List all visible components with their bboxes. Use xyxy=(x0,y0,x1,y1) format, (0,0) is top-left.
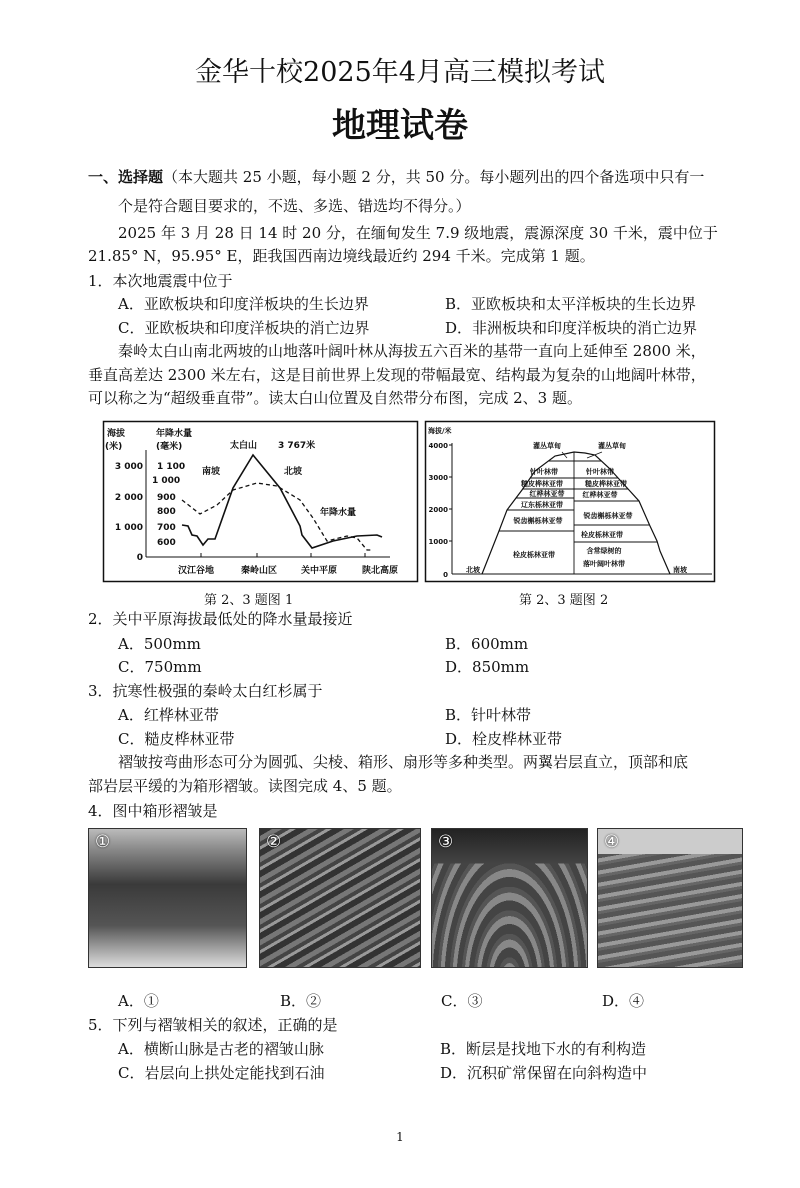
figure-2-vertical-zones xyxy=(422,418,717,588)
photo-number: ② xyxy=(266,832,282,852)
fold-photo-3 xyxy=(431,828,588,968)
category-label: 秦岭山区 xyxy=(240,566,278,576)
north-slope-label: 北坡 xyxy=(284,467,303,477)
south-zone-label: 含常绿树的 xyxy=(586,547,622,555)
right-axis-unit: (毫米) xyxy=(156,442,183,452)
q1-option-b: B．亚欧板块和太平洋板块的生长边界 xyxy=(445,295,697,313)
north-zone-label: 栓皮栎林亚带 xyxy=(513,551,555,559)
south-zone-label: 红桦林亚带 xyxy=(582,491,618,499)
q5-option-b: B．断层是找地下水的有利构造 xyxy=(440,1040,647,1058)
q4-stem: 4．图中箱形褶皱是 xyxy=(88,802,218,820)
fold-photo-2 xyxy=(259,828,421,968)
q4-option-b: B．② xyxy=(280,992,322,1010)
q5-option-c: C．岩层向上拱处定能找到石油 xyxy=(118,1064,325,1082)
south-zone-label: 糙皮桦林亚带 xyxy=(585,480,627,488)
category-label: 陕北高原 xyxy=(361,566,399,576)
y-axis-label: 海拔/米 xyxy=(428,427,452,435)
q2-option-c: C．750mm xyxy=(118,658,202,676)
y-tick: 4000 xyxy=(428,442,448,450)
left-tick: 3 000 xyxy=(114,462,143,472)
peak-label: 太白山 xyxy=(230,441,258,451)
left-tick: 0 xyxy=(136,553,143,563)
q5-stem: 5．下列与褶皱相关的叙述，正确的是 xyxy=(88,1016,338,1034)
subject-title: 地理试卷 xyxy=(332,106,468,146)
right-axis-label: 年降水量 xyxy=(156,429,193,439)
peak-height-label: 3 767米 xyxy=(278,441,316,451)
q1-option-c: C．亚欧板块和印度洋板块的消亡边界 xyxy=(118,319,370,337)
figure-2-frame xyxy=(426,422,715,582)
q4-option-c: C．③ xyxy=(441,992,483,1010)
south-slope-label: 南坡 xyxy=(202,467,221,477)
photo-number: ④ xyxy=(604,832,620,852)
page-number: 1 xyxy=(396,1130,404,1144)
q2-option-d: D．850mm xyxy=(445,658,530,676)
figure-1-profile xyxy=(100,418,420,588)
q4-option-a: A．① xyxy=(118,992,159,1010)
photo-number: ③ xyxy=(438,832,454,852)
south-zone-label: 锐齿槲栎林亚带 xyxy=(583,512,633,520)
y-tick: 0 xyxy=(443,571,448,579)
photo-number: ① xyxy=(95,832,111,852)
left-tick: 1 000 xyxy=(114,523,143,533)
q5-option-a: A．横断山脉是古老的褶皱山脉 xyxy=(118,1040,324,1058)
category-label: 关中平原 xyxy=(300,566,338,576)
q3-option-d: D．栓皮桦林亚带 xyxy=(445,730,563,748)
category-label: 汉江谷地 xyxy=(177,566,215,576)
figure-2-caption: 第 2、3 题图 2 xyxy=(519,593,609,608)
north-slope-label: 北坡 xyxy=(466,566,480,574)
section-heading xyxy=(88,168,704,186)
fold-photo-4 xyxy=(597,828,743,968)
q2-option-b: B．600mm xyxy=(445,635,529,653)
south-zone-label: 栓皮栎林亚带 xyxy=(581,531,623,539)
y-tick: 1000 xyxy=(428,538,448,546)
north-zone-label: 针叶林带 xyxy=(530,468,558,476)
section-desc: （本大题共 25 小题，每小题 2 分，共 50 分。每小题列出的四个备选项中只有一 xyxy=(163,168,705,186)
section-label: 一、选择题 xyxy=(88,168,164,186)
left-tick: 2 000 xyxy=(114,493,143,503)
right-tick: 1 000 xyxy=(152,476,181,486)
y-tick: 2000 xyxy=(428,506,448,514)
north-zone-label: 辽东栎林亚带 xyxy=(521,501,563,509)
q4-option-d: D．④ xyxy=(602,992,645,1010)
q3-stem: 3．抗寒性极强的秦岭太白红杉属于 xyxy=(88,682,323,700)
left-axis-unit: (米) xyxy=(105,442,123,452)
q1-option-a: A．亚欧板块和印度洋板块的生长边界 xyxy=(118,295,369,313)
figure-1-caption: 第 2、3 题图 1 xyxy=(204,593,294,608)
q1-option-d: D．非洲板块和印度洋板块的消亡边界 xyxy=(445,319,698,337)
q3-option-b: B．针叶林带 xyxy=(445,706,532,724)
south-top-zone: 灌丛草甸 xyxy=(598,442,626,450)
north-zone-label: 锐齿槲栎林亚带 xyxy=(513,517,563,525)
passage2-line3: 可以称之为“超级垂直带”。读太白山位置及自然带分布图，完成 2、3 题。 xyxy=(88,389,582,407)
south-zone-label: 针叶林带 xyxy=(586,468,614,476)
passage3-line2: 部岩层平缓的为箱形褶皱。读图完成 4、5 题。 xyxy=(88,777,402,795)
precipitation-label: 年降水量 xyxy=(320,508,357,518)
section-desc-2: 个是符合题目要求的，不选、多选、错选均不得分。） xyxy=(118,197,471,215)
right-tick: 600 xyxy=(157,538,176,548)
passage3-line1: 褶皱按弯曲形态可分为圆弧、尖棱、箱形、扇形等多种类型。两翼岩层直立，顶部和底 xyxy=(118,753,689,771)
right-tick: 700 xyxy=(157,523,176,533)
right-tick: 1 100 xyxy=(157,462,186,472)
north-top-zone: 灌丛草甸 xyxy=(533,442,561,450)
right-tick: 900 xyxy=(157,493,176,503)
passage2-line1: 秦岭太白山南北两坡的山地落叶阔叶林从海拔五六百米的基带一直向上延伸至 2800 米， xyxy=(118,342,706,360)
passage1-line1: 2025 年 3 月 28 日 14 时 20 分，在缅甸发生 7.9 级地震，震源深度 30 千米，震中位于 xyxy=(118,224,718,242)
y-tick: 3000 xyxy=(428,474,448,482)
q2-stem: 2．关中平原海拔最低处的降水量最接近 xyxy=(88,610,353,628)
exam-title: 金华十校2025年4月高三模拟考试 xyxy=(195,57,605,88)
north-zone-label: 糙皮桦林亚带 xyxy=(521,480,563,488)
zone-boundaries xyxy=(422,452,717,574)
south-zone-label: 落叶阔叶林带 xyxy=(583,560,625,568)
left-axis-label: 海拔 xyxy=(107,429,126,439)
q3-option-c: C．糙皮桦林亚带 xyxy=(118,730,235,748)
north-zone-label: 红桦林亚带 xyxy=(529,490,565,498)
q5-option-d: D．沉积矿常保留在向斜构造中 xyxy=(440,1064,648,1082)
right-tick: 800 xyxy=(157,507,176,517)
q2-option-a: A．500mm xyxy=(118,635,201,653)
q3-option-a: A．红桦林亚带 xyxy=(118,706,219,724)
q1-stem: 1．本次地震震中位于 xyxy=(88,272,233,290)
passage2-line2: 垂直高差达 2300 米左右，这是目前世界上发现的带幅最宽、结构最为复杂的山地阔叶林带， xyxy=(88,366,706,384)
mountain-outline xyxy=(482,452,670,574)
fold-photo-1 xyxy=(88,828,247,968)
passage1-line2: 21.85° N，95.95° E，距我国西南边境线最近约 294 千米。完成第 1 题。 xyxy=(88,247,595,265)
south-slope-label: 南坡 xyxy=(673,566,687,574)
